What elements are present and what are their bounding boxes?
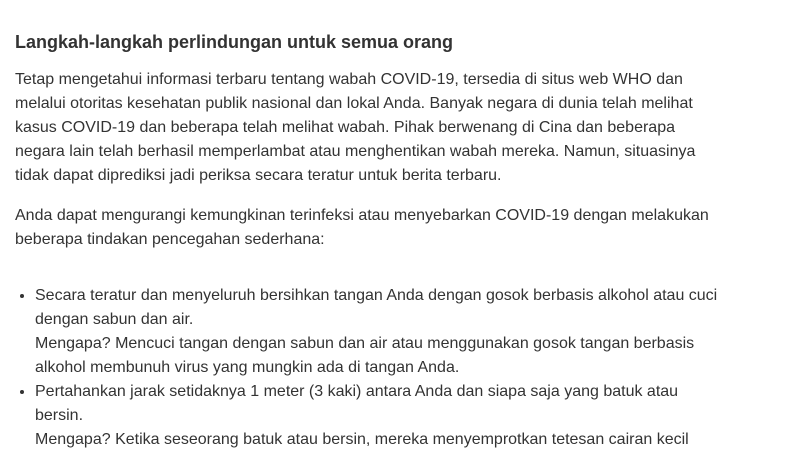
list-item-distance — [35, 380, 755, 452]
list-item-line: • Pertahankan jarak setidaknya 1 meter (3 kaki) antara Anda dan siapa saja yang batuk atau — [35, 383, 679, 400]
paragraph-line: Tetap mengetahui informasi terbaru tentang wabah COVID-19, tersedia di situs web WHO dan — [15, 71, 683, 88]
paragraph-line: tidak dapat diprediksi jadi periksa secara teratur untuk berita terbaru. — [15, 167, 502, 184]
list-item-line: Mengapa? Mencuci tangan dengan sabun dan air atau menggunakan gosok tangan berbasis — [35, 335, 695, 352]
paragraph-line: negara lain telah berhasil memperlambat atau menghentikan wabah mereka. Namun, situasinya — [15, 143, 696, 160]
section-heading: Langkah-langkah perlindungan untuk semua orang — [15, 32, 454, 52]
paragraph-line: melalui otoritas kesehatan publik nasional dan lokal Anda. Banyak negara di dunia telah melihat — [15, 95, 693, 112]
list-item-line: • Secara teratur dan menyeluruh bersihkan tangan Anda dengan gosok berbasis alkohol atau cuci — [35, 287, 718, 304]
list-item-line: alkohol membunuh virus yang mungkin ada di tangan Anda. — [35, 359, 460, 376]
list-item-hand-washing — [35, 284, 755, 380]
intro-paragraph-2 — [15, 204, 755, 252]
list-item-line: bersin. — [35, 407, 84, 424]
paragraph-line: beberapa tindakan pencegahan sederhana: — [15, 231, 325, 248]
paragraph-line: Anda dapat mengurangi kemungkinan terinfeksi atau menyebarkan COVID-19 dengan melakukan — [15, 207, 709, 224]
article-content — [15, 30, 755, 452]
intro-paragraph-1 — [15, 68, 755, 188]
list-item-line: Mengapa? Ketika seseorang batuk atau bersin, mereka menyemprotkan tetesan cairan kecil — [35, 431, 689, 448]
precaution-list — [15, 284, 755, 452]
list-item-line: dengan sabun dan air. — [35, 311, 194, 328]
paragraph-line: kasus COVID-19 dan beberapa telah melihat wabah. Pihak berwenang di Cina dan beberapa — [15, 119, 675, 136]
